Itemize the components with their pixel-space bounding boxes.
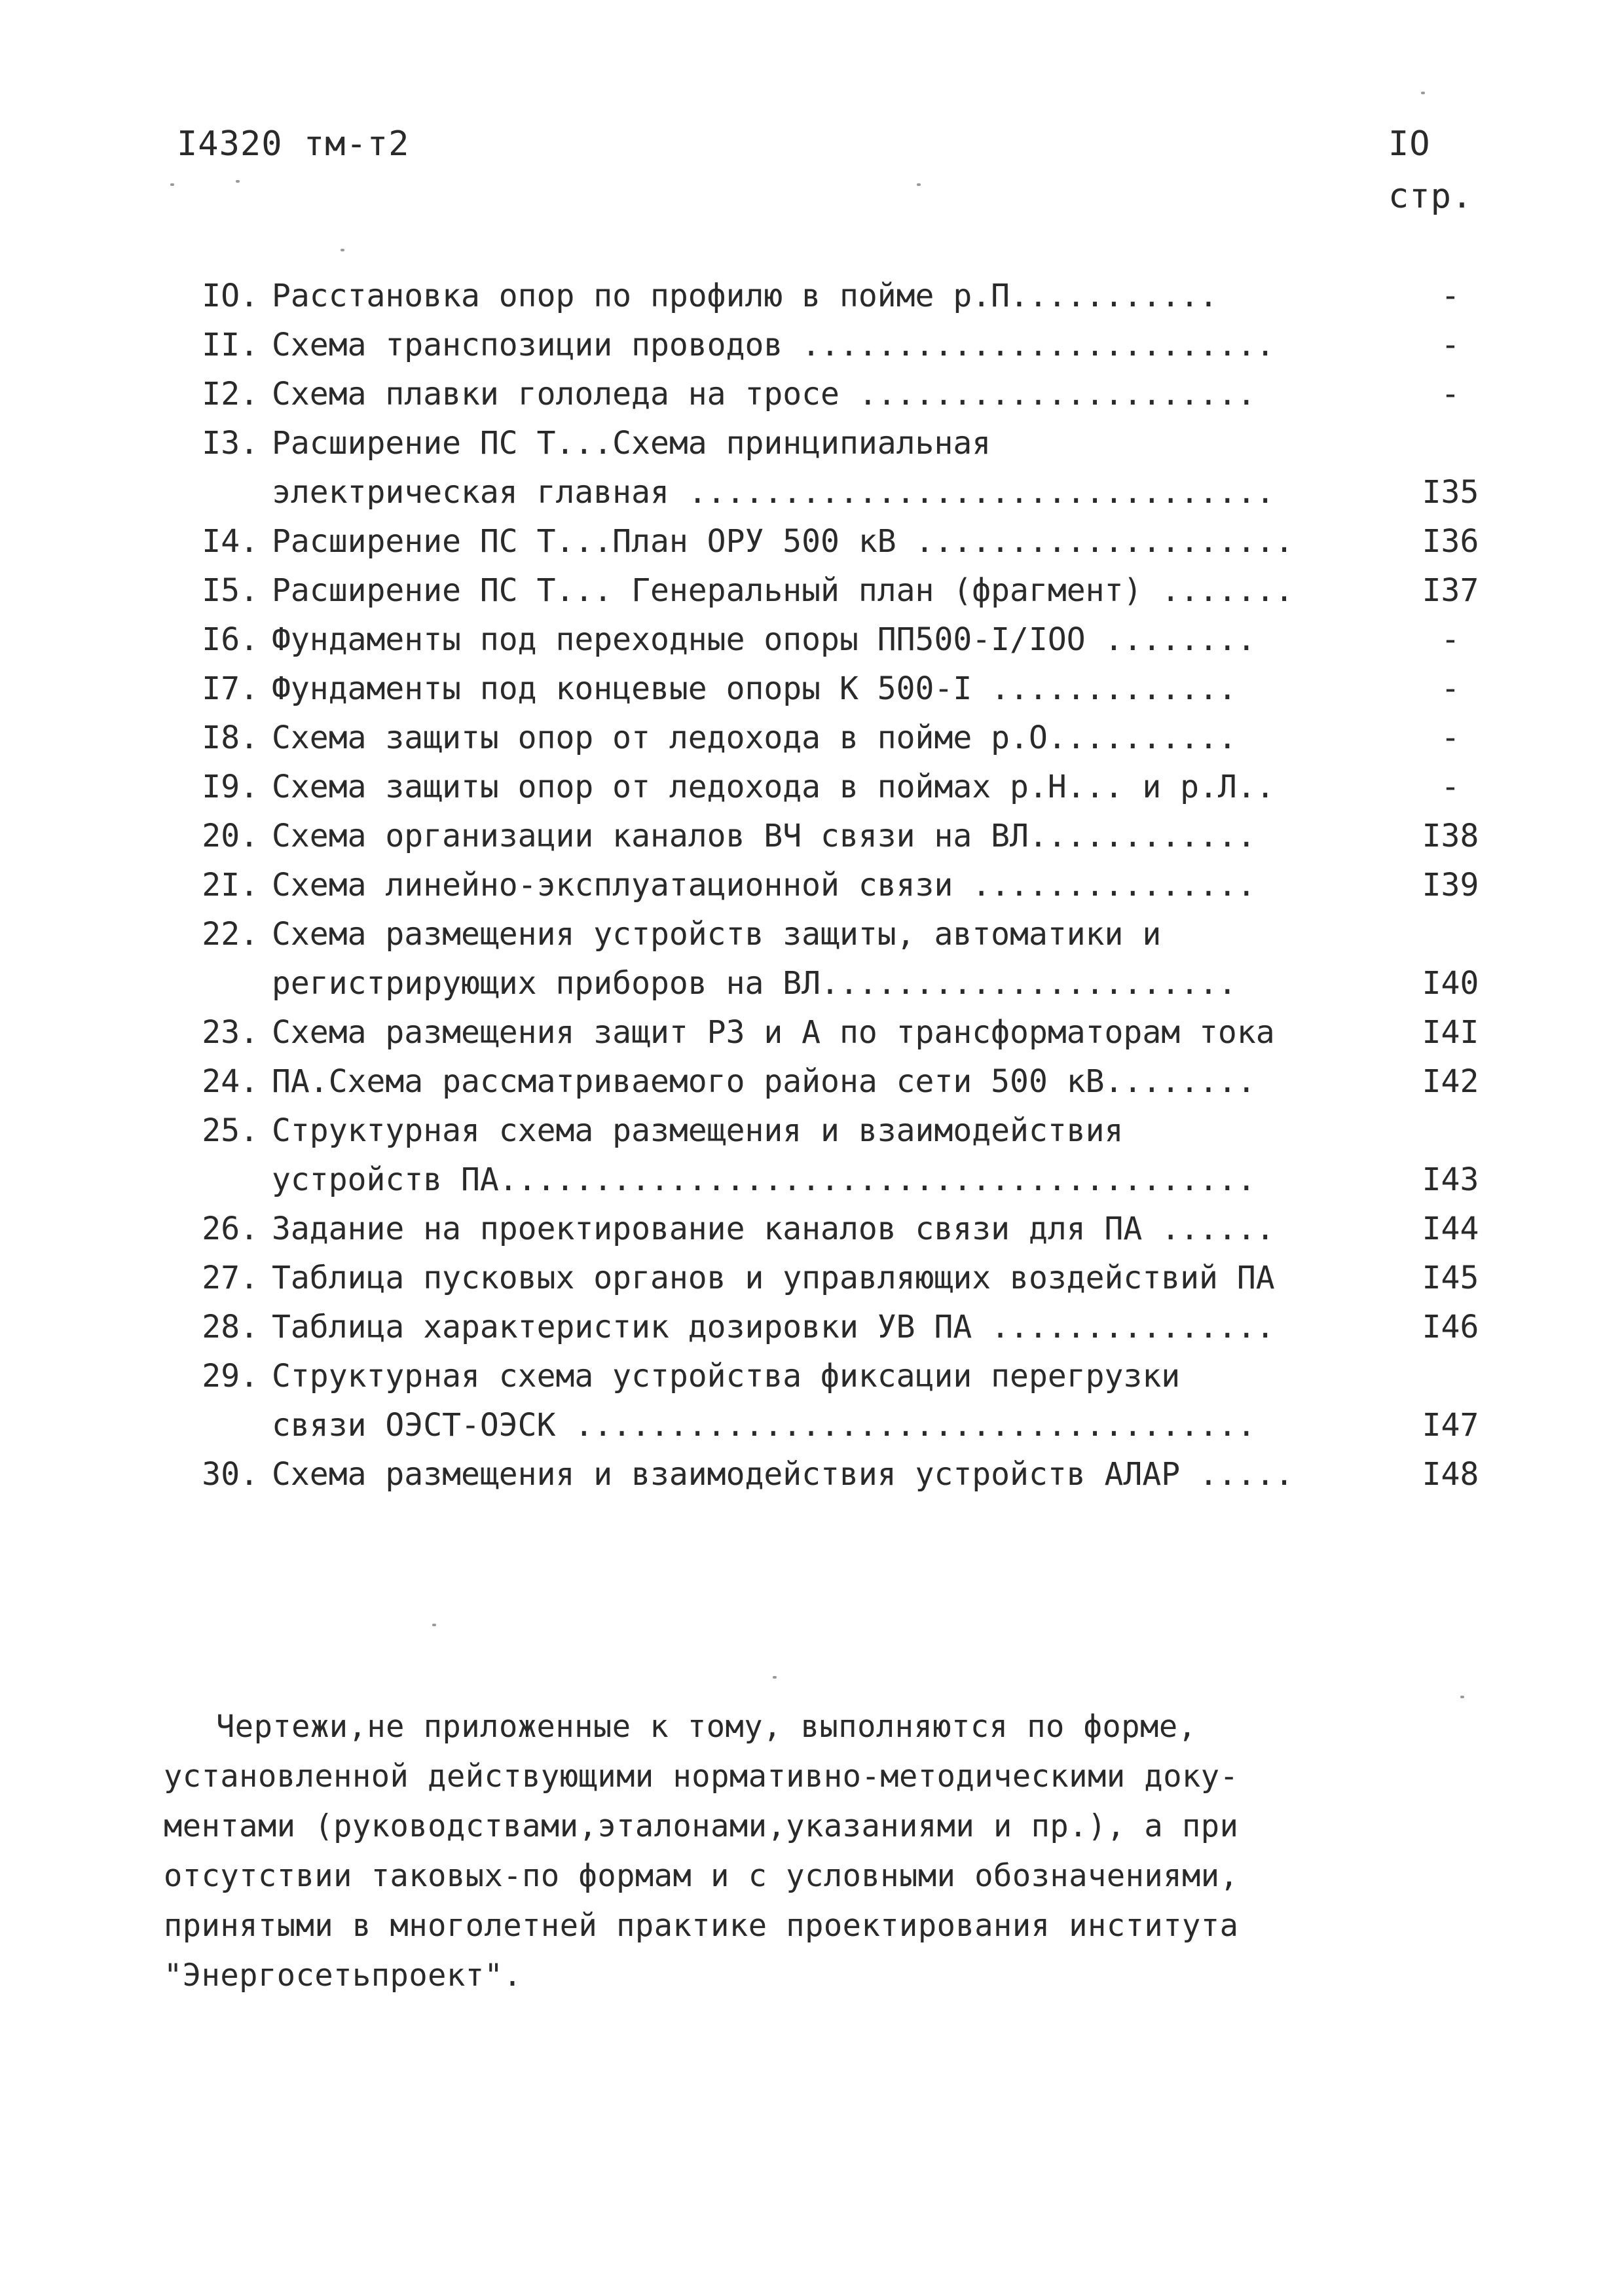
toc-item-title-line: Схема плавки гололеда на тросе ..................... <box>272 376 1256 412</box>
toc-item <box>160 566 1503 615</box>
note-line: отсутствии таковых-по формам и с условными обозначениями, <box>164 1858 1239 1894</box>
note-line: Чертежи,не приложенные к тому, выполняются по форме, <box>216 1709 1197 1745</box>
toc-item-number: 28. <box>202 1309 259 1345</box>
toc-item <box>160 321 1503 370</box>
toc-item-number: I9. <box>202 769 259 805</box>
toc-item-title-line: устройств ПА........................................ <box>272 1161 1256 1198</box>
toc-item-title <box>272 321 1398 370</box>
scan-speck <box>236 180 240 183</box>
toc-item-title <box>272 1008 1398 1057</box>
toc-item-title-line: Фундаменты под переходные опоры ПП500-I/IOO ........ <box>272 621 1256 658</box>
toc-item <box>160 1254 1503 1303</box>
toc-item <box>160 763 1503 812</box>
toc-item-title <box>272 419 1398 517</box>
toc-item-title-line: электрическая главная ............................... <box>272 474 1275 511</box>
toc-item <box>160 1205 1503 1254</box>
toc-item-page: - <box>1441 769 1460 805</box>
toc-item-number: I7. <box>202 670 259 707</box>
toc-item-title <box>272 1303 1398 1352</box>
toc-item-page: I38 <box>1422 818 1479 854</box>
toc-item-number: I8. <box>202 720 259 756</box>
toc-item-title-line: Схема организации каналов ВЧ связи на ВЛ............ <box>272 818 1256 854</box>
toc-item-title <box>272 1352 1398 1450</box>
toc-item-title-line: регистрирующих приборов на ВЛ...................... <box>272 965 1237 1002</box>
toc-item-title-line: Схема размещения защит РЗ и А по трансформаторам тока <box>272 1014 1275 1051</box>
toc-item-title-line: ПА.Схема рассматриваемого района сети 500 кВ........ <box>272 1063 1256 1100</box>
toc-item <box>160 910 1503 1008</box>
scan-speck <box>773 1676 777 1679</box>
toc-item-title <box>272 1106 1398 1205</box>
note-line: ментами (руководствами,эталонами,указаниями и пр.), а при <box>164 1808 1239 1844</box>
toc-item-title <box>272 1205 1398 1254</box>
toc-item <box>160 861 1503 910</box>
toc-item-number: 30. <box>202 1456 259 1493</box>
toc-item-title <box>272 566 1398 615</box>
toc-item-title <box>272 910 1398 1008</box>
toc-item-title-line: Расстановка опор по профилю в пойме р.П........... <box>272 278 1218 314</box>
drawing-list <box>160 272 1503 1499</box>
scan-speck <box>432 1624 436 1626</box>
page-number: IO <box>1388 124 1431 164</box>
scan-speck <box>1421 92 1425 94</box>
toc-item <box>160 812 1503 861</box>
toc-item-title <box>272 517 1398 566</box>
toc-item-number: 23. <box>202 1014 259 1051</box>
toc-item <box>160 1106 1503 1205</box>
toc-item <box>160 370 1503 419</box>
toc-item-title-line: Схема транспозиции проводов ......................... <box>272 327 1275 363</box>
toc-item-title <box>272 812 1398 861</box>
toc-item <box>160 517 1503 566</box>
toc-item-title-line: Таблица характеристик дозировки УВ ПА ............... <box>272 1309 1275 1345</box>
toc-item-title-line: Таблица пусковых органов и управляющих воздействий ПА <box>272 1260 1275 1296</box>
toc-item-number: 25. <box>202 1112 259 1149</box>
scan-speck <box>1460 1696 1464 1698</box>
toc-item-title <box>272 370 1398 419</box>
toc-item-number: II. <box>202 327 259 363</box>
scan-speck <box>917 183 921 186</box>
toc-item-title <box>272 714 1398 763</box>
toc-item-page: I35 <box>1422 474 1479 511</box>
toc-item-page: - <box>1441 670 1460 707</box>
toc-item-title-line: Схема линейно-эксплуатационной связи ............... <box>272 867 1256 903</box>
toc-item-page: - <box>1441 376 1460 412</box>
toc-item <box>160 1303 1503 1352</box>
toc-item-title-line: Задание на проектирование каналов связи для ПА ...... <box>272 1211 1275 1247</box>
toc-item-number: 24. <box>202 1063 259 1100</box>
toc-item-number: 26. <box>202 1211 259 1247</box>
toc-item-title <box>272 861 1398 910</box>
toc-item-title-line: Расширение ПС Т...План ОРУ 500 кВ .................... <box>272 523 1294 560</box>
toc-item-page: I42 <box>1422 1063 1479 1100</box>
toc-item-title-line: Структурная схема устройства фиксации перегрузки <box>272 1358 1181 1394</box>
toc-item-page: I44 <box>1422 1211 1479 1247</box>
toc-item <box>160 1008 1503 1057</box>
toc-item-title <box>272 615 1398 665</box>
toc-item-title-line: Схема защиты опор от ледохода в пойме р.О.......... <box>272 720 1237 756</box>
toc-item-title-line: связи ОЭСТ-ОЭСК .................................... <box>272 1407 1256 1444</box>
toc-item-number: 27. <box>202 1260 259 1296</box>
toc-item-title <box>272 1450 1398 1499</box>
scan-speck <box>170 183 174 186</box>
toc-item-title-line: Структурная схема размещения и взаимодействия <box>272 1112 1124 1149</box>
toc-item-number: 22. <box>202 916 259 953</box>
toc-item-number: I4. <box>202 523 259 560</box>
toc-item <box>160 665 1503 714</box>
toc-item-page: - <box>1441 327 1460 363</box>
toc-item-number: 2I. <box>202 867 259 903</box>
toc-item-number: I2. <box>202 376 259 412</box>
toc-item-number: I3. <box>202 425 259 462</box>
page-label: стр. <box>1388 177 1473 216</box>
toc-item-title <box>272 1254 1398 1303</box>
toc-item-title <box>272 1057 1398 1106</box>
footnote-paragraph <box>164 1702 1356 2001</box>
toc-item <box>160 1057 1503 1106</box>
toc-item-title <box>272 763 1398 812</box>
note-line: "Энергосетьпроект". <box>164 1958 523 1994</box>
toc-item <box>160 419 1503 517</box>
toc-item-page: I48 <box>1422 1456 1479 1493</box>
toc-item-page: - <box>1441 621 1460 658</box>
toc-item <box>160 615 1503 665</box>
toc-item-title-line: Фундаменты под концевые опоры К 500-I ............. <box>272 670 1237 707</box>
toc-item <box>160 714 1503 763</box>
toc-item-title <box>272 272 1398 321</box>
toc-item-page: I40 <box>1422 965 1479 1002</box>
toc-item-title-line: Расширение ПС Т... Генеральный план (фрагмент) ....... <box>272 572 1294 609</box>
toc-item-title <box>272 665 1398 714</box>
toc-item-page: I45 <box>1422 1260 1479 1296</box>
document-code: I4320 тм-т2 <box>177 124 410 164</box>
toc-item-number: I6. <box>202 621 259 658</box>
toc-item-number: IO. <box>202 278 259 314</box>
toc-item-page: I47 <box>1422 1407 1479 1444</box>
scan-speck <box>341 249 344 251</box>
toc-item-title-line: Схема размещения и взаимодействия устройств АЛАР ..... <box>272 1456 1294 1493</box>
note-line: принятыми в многолетней практике проектирования института <box>164 1908 1239 1944</box>
toc-item <box>160 1450 1503 1499</box>
toc-item-number: 20. <box>202 818 259 854</box>
toc-item <box>160 1352 1503 1450</box>
toc-item-page: - <box>1441 720 1460 756</box>
toc-item-title-line: Расширение ПС Т...Схема принципиальная <box>272 425 991 462</box>
toc-item-number: I5. <box>202 572 259 609</box>
note-line: установленной действующими нормативно-методическими доку- <box>164 1758 1239 1795</box>
toc-item-page: I4I <box>1422 1014 1479 1051</box>
toc-item-page: I43 <box>1422 1161 1479 1198</box>
toc-item-page: I46 <box>1422 1309 1479 1345</box>
toc-item-number: 29. <box>202 1358 259 1394</box>
toc-item-page: - <box>1441 278 1460 314</box>
toc-item-page: I39 <box>1422 867 1479 903</box>
toc-item-page: I36 <box>1422 523 1479 560</box>
toc-item <box>160 272 1503 321</box>
toc-item-page: I37 <box>1422 572 1479 609</box>
toc-item-title-line: Схема защиты опор от ледохода в поймах р.Н... и р.Л.. <box>272 769 1275 805</box>
toc-item-title-line: Схема размещения устройств защиты, автоматики и <box>272 916 1162 953</box>
